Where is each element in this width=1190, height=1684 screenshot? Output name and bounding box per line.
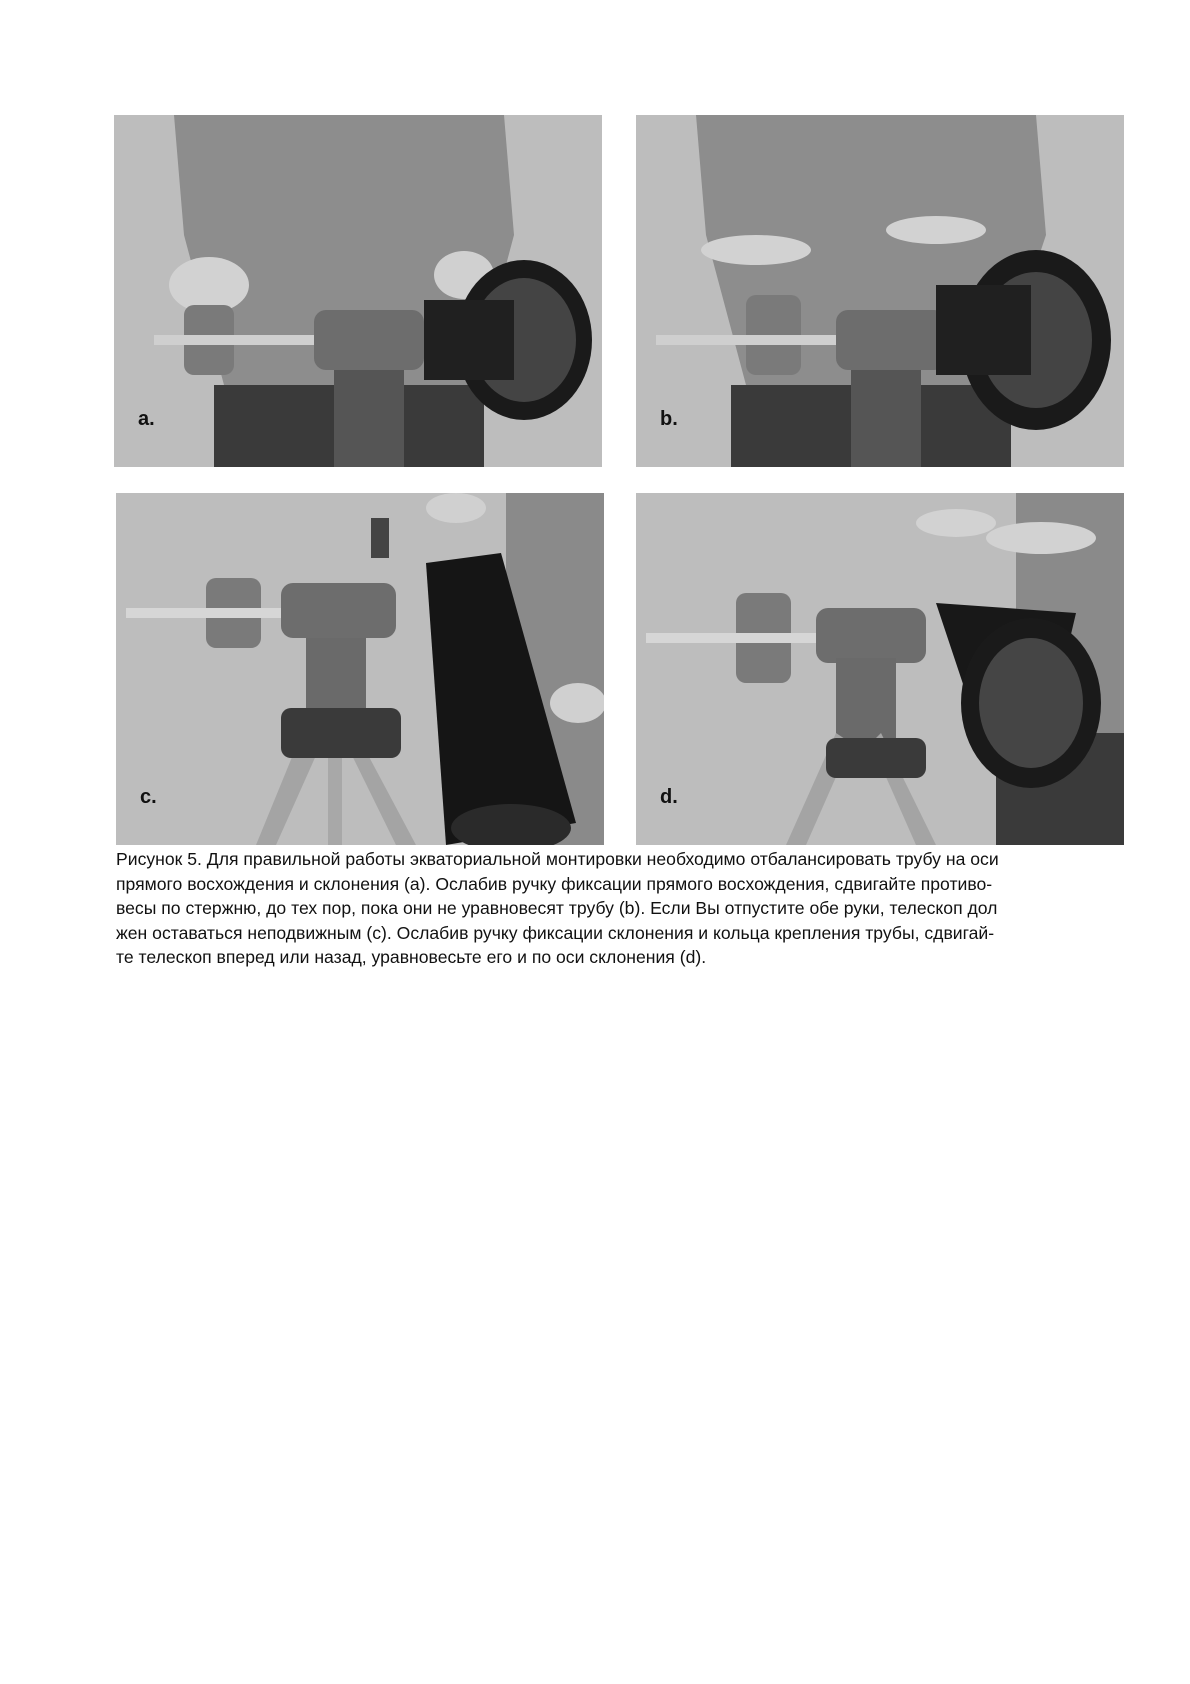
caption-line-5: те телескоп вперед или назад, уравновесьте его и по оси склонения (d). [116,947,707,967]
photo-b-illustration [636,115,1124,467]
panel-label-d: d. [660,786,678,808]
panel-label-a: a. [138,408,155,430]
panel-label-b: b. [660,408,678,430]
figure-caption [116,847,1136,970]
photo-panel-a [114,115,602,467]
photo-c-illustration [116,493,604,845]
photo-panel-b [636,115,1124,467]
caption-line-3: весы по стержню, до тех пор, пока они не уравновесят трубу (b). Если Вы отпустите обе руки, телескоп дол [116,898,998,918]
photo-d-illustration [636,493,1124,845]
caption-line-1: Рисунок 5. Для правильной работы экваториальной монтировки необходимо отбалансировать трубу на оси [116,849,999,869]
panel-label-c: c. [140,786,157,808]
photo-a-illustration [114,115,602,467]
photo-panel-c [116,493,604,845]
photo-panel-d [636,493,1124,845]
caption-line-4: жен оставаться неподвижным (с). Ослабив ручку фиксации склонения и кольца крепления трубы, сдвигай- [116,922,995,943]
caption-line-2: прямого восхождения и склонения (а). Ослабив ручку фиксации прямого восхождения, сдвигайте противо- [116,873,993,894]
